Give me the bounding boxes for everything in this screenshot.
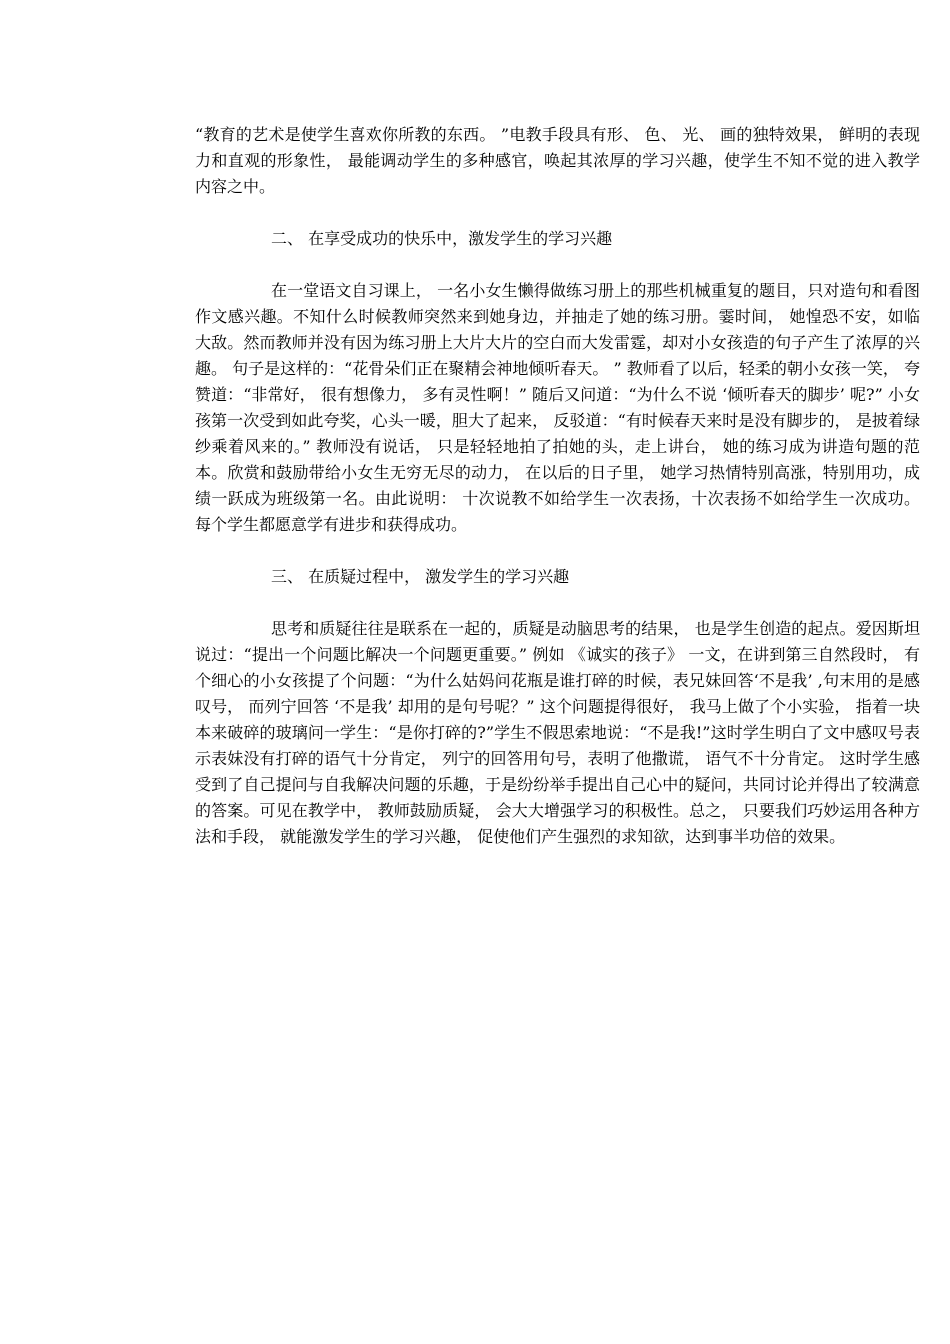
document-page (195, 122, 920, 850)
section-heading-3: 三、 在质疑过程中， 激发学生的学习兴趣 (271, 567, 570, 586)
intro-paragraph: “教育的艺术是使学生喜欢你所教的东西。 ”电教手段具有形、 色、 光、 画的独特效果， 鲜明的表现力和直观的形象性， 最能调动学生的多种感官，唤起其浓厚的学习兴趣，使学生不知不觉的进入教学内容之中。 (195, 125, 920, 196)
section-paragraph-2: 在一堂语文自习课上， 一名小女生懒得做练习册上的那些机械重复的题目，只对造句和看图作文感兴趣。不知什么时候教师突然来到她身边，并抽走了她的练习册。霎时间， 她惶恐不安，如临大敌。然而教师并没有因为练习册上大片大片的空白而大发雷霆，却对小女孩造的句子产生了浓厚的兴趣。 句子是这样的：“花骨朵们正在聚精会神地倾听春天。 ” 教师看了以后，轻柔的朝小女孩一笑， 夸赞道：“非常好， 很有想像力， 多有灵性啊！” 随后又问道：“为什么不说 ‘倾听春天的脚步’ 呢?” 小女孩第一次受到如此夸奖，心头一暖，胆大了起来， 反驳道：“有时候春天来时是没有脚步的， 是披着绿纱乘着风来的。” 教师没有说话， 只是轻轻地拍了拍她的头，走上讲台， 她的练习成为讲造句题的范本。欣赏和鼓励带给小女生无穷无尽的动力， 在以后的日子里， 她学习热情特别高涨，特别用功，成绩一跃成为班级第一名。由此说明： 十次说教不如给学生一次表扬，十次表扬不如给学生一次成功。每个学生都愿意学有进步和获得成功。 (195, 281, 920, 534)
section-paragraph-3: 思考和质疑往往是联系在一起的，质疑是动脑思考的结果， 也是学生创造的起点。爱因斯坦说过：“提出一个问题比解决一个问题更重要。” 例如 《诚实的孩子》 一文，在讲到第三自然段时， 有个细心的小女孩提了个问题：“为什么姑妈问花瓶是谁打碎的时候，表兄妹回答‘不是我’ ,句末用的是感叹号， 而列宁回答 ‘不是我’ 却用的是句号呢？” 这个问题提得很好， 我马上做了个小实验， 指着一块本来破碎的玻璃问一学生：“是你打碎的?”学生不假思索地说：“不是我!”这时学生明白了文中感叹号表示表妹没有打碎的语气十分肯定， 列宁的回答用句号，表明了他撒谎， 语气不十分肯定。 这时学生感受到了自己提问与自我解决问题的乐趣，于是纷纷举手提出自己心中的疑问，共同讨论并得出了较满意的答案。可见在教学中， 教师鼓励质疑， 会大大增强学习的积极性。总之， 只要我们巧妙运用各种方法和手段， 就能激发学生的学习兴趣， 促使他们产生强烈的求知欲，达到事半功倍的效果。 (195, 619, 920, 846)
section-heading-2: 二、 在享受成功的快乐中，激发学生的学习兴趣 (271, 229, 613, 248)
